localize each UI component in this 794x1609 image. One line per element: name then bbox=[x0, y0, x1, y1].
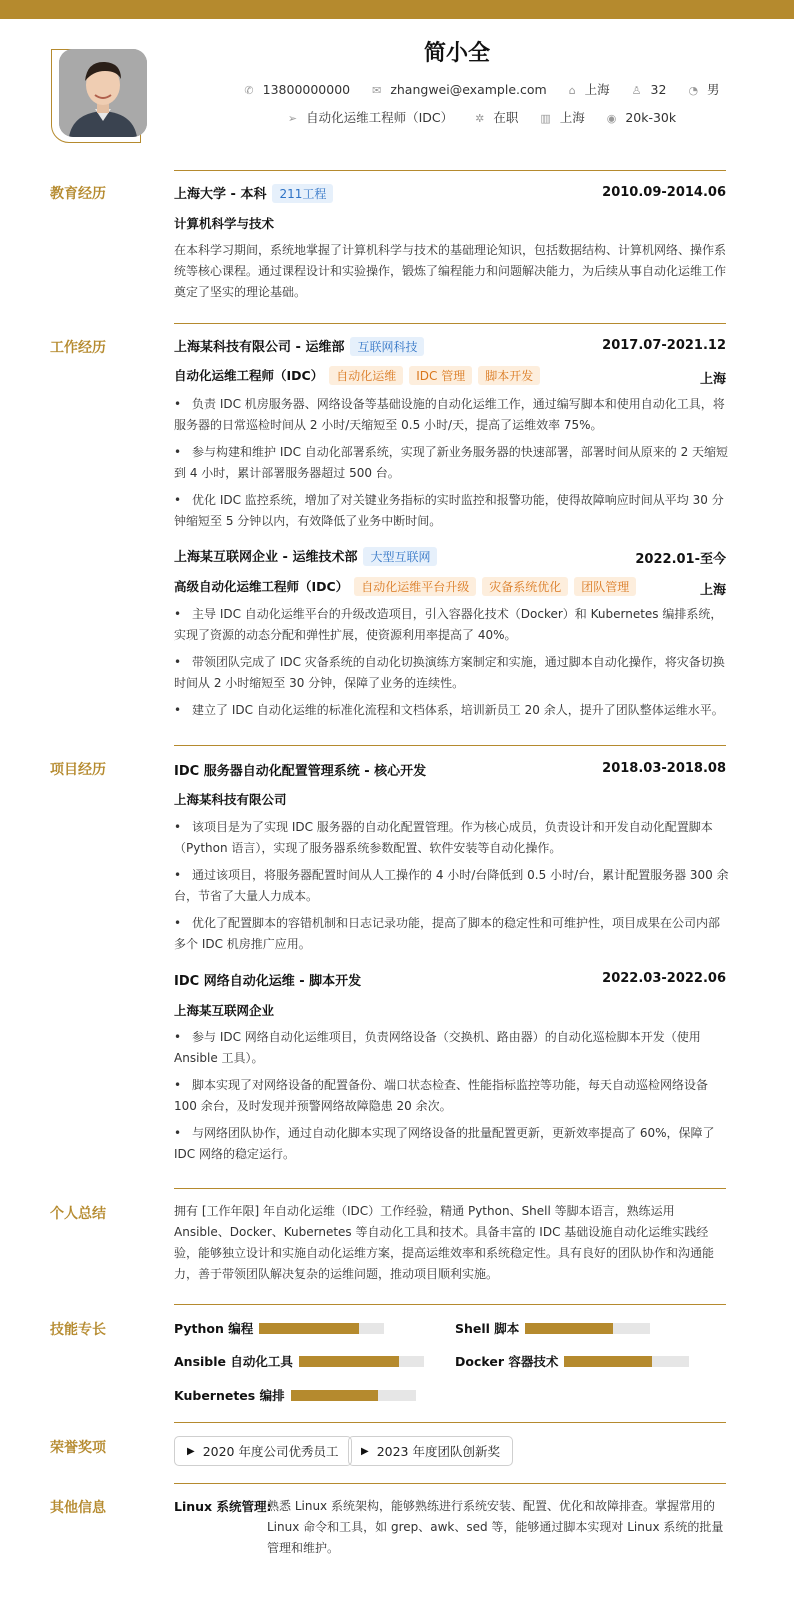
work-1-skill-tag: IDC 管理 bbox=[409, 366, 472, 385]
skill-item: Shell 脚本 bbox=[455, 1319, 650, 1337]
list-item: • 该项目是为了实现 IDC 服务器的自动化配置管理。作为核心成员，负责设计和开发自动化配置脚本（Python 语言），实现了服务器系统参数配置、软件安装等自动化操作。 bbox=[174, 820, 713, 855]
work-1-tag: 互联网科技 bbox=[350, 337, 424, 356]
project-1-bullets bbox=[174, 817, 730, 961]
skill-bar-fill bbox=[299, 1356, 399, 1367]
work-2-company-line bbox=[174, 546, 437, 566]
project-2-bullets bbox=[174, 1027, 730, 1171]
job-intent-row bbox=[170, 108, 794, 126]
status-icon: ✲ bbox=[475, 112, 485, 125]
project-1-name: IDC 服务器自动化配置管理系统 - 核心开发 bbox=[174, 764, 427, 779]
work-1-company: 上海某科技有限公司 - 运维部 bbox=[174, 340, 345, 355]
email-icon: ✉ bbox=[372, 84, 382, 97]
list-item: • 优化了配置脚本的容错机制和日志记录功能，提高了脚本的稳定性和可维护性，项目成果在公司内部多个 IDC 机房推广应用。 bbox=[174, 916, 721, 951]
money-icon: ◉ bbox=[606, 112, 617, 125]
avatar bbox=[59, 49, 147, 137]
award-badge[interactable]: ▶ 2023 年度团队创新奖 bbox=[348, 1436, 513, 1466]
section-title-other: 其他信息 bbox=[50, 1500, 106, 1516]
section-divider bbox=[174, 745, 726, 746]
list-item: • 脚本实现了对网络设备的配置备份、端口状态检查、性能指标监控等功能，每天自动巡检网络设备 100 余台，及时发现并预警网络故障隐患 20 余次。 bbox=[174, 1078, 709, 1113]
skill-bar-fill bbox=[564, 1356, 652, 1367]
building-icon: ▥ bbox=[540, 112, 551, 125]
gender-icon: ◔ bbox=[688, 84, 699, 97]
section-divider bbox=[174, 1188, 726, 1189]
top-accent-bar bbox=[0, 0, 794, 19]
list-item: • 优化 IDC 监控系统，增加了对关键业务指标的实时监控和报警功能，使得故障响应时间从平均 30 分钟缩短至 5 分钟以内，有效降低了业务中断时间。 bbox=[174, 493, 724, 528]
work-1-skill-tag: 脚本开发 bbox=[478, 366, 540, 385]
list-item: • 主导 IDC 自动化运维平台的升级改造项目，引入容器化技术（Docker）和 Kubernetes 编排系统，实现了资源的动态分配和弹性扩展，使资源利用率提高了 40%。 bbox=[174, 607, 723, 642]
skill-item: Docker 容器技术 bbox=[455, 1352, 689, 1370]
section-title-skills: 技能专长 bbox=[50, 1322, 106, 1338]
education-major: 计算机科学与技术 bbox=[174, 216, 275, 231]
project-1-date: 2018.03-2018.08 bbox=[602, 761, 726, 776]
section-divider bbox=[174, 170, 726, 171]
work-2-bullets bbox=[174, 604, 730, 727]
skill-item: Ansible 自动化工具 bbox=[174, 1352, 424, 1370]
email: zhangwei@example.com bbox=[390, 82, 547, 97]
work-1-bullets bbox=[174, 394, 730, 538]
work-2-role: 高级自动化运维工程师（IDC） bbox=[174, 579, 349, 594]
section-title-work: 工作经历 bbox=[50, 340, 106, 356]
other-text: 熟悉 Linux 系统架构，能够熟练进行系统安装、配置、优化和故障排查。掌握常用的 Linux 命令和工具，如 grep、awk、sed 等，能够通过脚本实现对 Linux 系统的批量管理和维护。 bbox=[267, 1499, 724, 1555]
age-icon: ♙ bbox=[631, 84, 642, 97]
work-1-skill-tag: 自动化运维 bbox=[329, 366, 403, 385]
contact-row bbox=[170, 80, 794, 98]
work-1-role-line bbox=[174, 366, 540, 385]
phone-icon: ✆ bbox=[244, 84, 254, 97]
skill-bar bbox=[259, 1323, 384, 1334]
play-icon: ▶ bbox=[361, 1445, 369, 1457]
home-icon: ⌂ bbox=[568, 84, 576, 97]
list-item: • 参与 IDC 网络自动化运维项目，负责网络设备（交换机、路由器）的自动化巡检脚本开发（使用 Ansible 工具）。 bbox=[174, 1030, 701, 1065]
play-icon: ▶ bbox=[187, 1445, 195, 1457]
work-2-date: 2022.01-至今 bbox=[635, 552, 726, 567]
hometown: 上海 bbox=[584, 82, 610, 97]
list-item: • 通过该项目，将服务器配置时间从人工操作的 4 小时/台降低到 0.5 小时/台，累计配置服务器 300 余台，节省了大量人力成本。 bbox=[174, 868, 729, 903]
work-1-role: 自动化运维工程师（IDC） bbox=[174, 368, 324, 383]
work-2-skill-tag: 灾备系统优化 bbox=[482, 577, 568, 596]
send-icon: ➢ bbox=[287, 112, 298, 125]
list-item: • 负责 IDC 机房服务器、网络设备等基础设施的自动化运维工作，通过编写脚本和使用自动化工具，将服务器的日常巡检时间从 2 小时/天缩短至 0.5 小时/天，提高了运维效率 75%。 bbox=[174, 397, 725, 432]
project-1-company: 上海某科技有限公司 bbox=[174, 792, 287, 807]
list-item: • 与网络团队协作，通过自动化脚本实现了网络设备的批量配置更新，更新效率提高了 60%，保障了 IDC 网络的稳定运行。 bbox=[174, 1126, 715, 1161]
section-divider bbox=[174, 1483, 726, 1484]
work-1-company-line bbox=[174, 336, 424, 356]
work-2-skill-tag: 团队管理 bbox=[574, 577, 636, 596]
education-tag: 211工程 bbox=[272, 184, 333, 203]
section-title-projects: 项目经历 bbox=[50, 762, 106, 778]
salary: 20k-30k bbox=[625, 110, 677, 125]
list-item: • 参与构建和维护 IDC 自动化部署系统，实现了新业务服务器的快速部署，部署时间从原来的 2 天缩短到 4 小时，累计部署服务器超过 500 台。 bbox=[174, 445, 729, 480]
section-divider bbox=[174, 1304, 726, 1305]
section-divider bbox=[174, 1422, 726, 1423]
project-2-date: 2022.03-2022.06 bbox=[602, 971, 726, 986]
age: 32 bbox=[650, 82, 667, 97]
list-item: • 带领团队完成了 IDC 灾备系统的自动化切换演练方案制定和实施，通过脚本自动化操作，将灾备切换时间从 2 小时缩短至 30 分钟，保障了业务的连续性。 bbox=[174, 655, 725, 690]
section-title-education: 教育经历 bbox=[50, 186, 106, 202]
work-1-date: 2017.07-2021.12 bbox=[602, 338, 726, 353]
award-badge[interactable]: ▶ 2020 年度公司优秀员工 bbox=[174, 1436, 352, 1466]
project-2-company: 上海某互联网企业 bbox=[174, 1003, 275, 1018]
phone: 13800000000 bbox=[262, 82, 351, 97]
skill-bar-fill bbox=[291, 1390, 379, 1401]
skill-item: Python 编程 bbox=[174, 1319, 384, 1337]
work-2-company: 上海某互联网企业 - 运维技术部 bbox=[174, 550, 358, 565]
work-2-role-line bbox=[174, 577, 636, 596]
work-1-location: 上海 bbox=[699, 372, 726, 387]
work-2-location: 上海 bbox=[699, 583, 726, 598]
section-title-honors: 荣誉奖项 bbox=[50, 1440, 106, 1456]
city: 上海 bbox=[559, 110, 585, 125]
education-school: 上海大学 - 本科 bbox=[174, 187, 267, 202]
job-title: 自动化运维工程师（IDC） bbox=[306, 110, 454, 125]
education-date: 2010.09-2014.06 bbox=[602, 185, 726, 200]
skill-item: Kubernetes 编排 bbox=[174, 1386, 416, 1404]
skill-bar bbox=[564, 1356, 689, 1367]
candidate-name: 简小全 bbox=[423, 41, 490, 66]
education-description: 在本科学习期间，系统地掌握了计算机科学与技术的基础理论知识，包括数据结构、计算机网络、操作系统等核心课程。通过课程设计和实验操作，锻炼了编程能力和问题解决能力，为后续从事自动化运维工作奠定了坚实的理论基础。 bbox=[174, 243, 727, 299]
section-title-summary: 个人总结 bbox=[50, 1206, 106, 1222]
summary-text: 拥有 [工作年限] 年自动化运维（IDC）工作经验，精通 Python、Shell 等脚本语言，熟练运用 Ansible、Docker、Kubernetes 等自动化工具和技术。具备丰富的 IDC 基础设施自动化运维实践经验，能够独立设计和实施自动化运维方案，提高运维效率和系统稳定性。具有良好的团队协作和沟通能力，善于带领团队解决复杂的运维问题，推动项目顺利实施。 bbox=[174, 1204, 715, 1281]
skill-bar bbox=[291, 1390, 416, 1401]
skill-bar bbox=[299, 1356, 424, 1367]
skill-bar bbox=[525, 1323, 650, 1334]
other-label: Linux 系统管理: bbox=[174, 1499, 272, 1514]
skill-bar-fill bbox=[525, 1323, 613, 1334]
skill-bar-fill bbox=[259, 1323, 359, 1334]
education-school-line bbox=[174, 183, 333, 203]
job-status: 在职 bbox=[493, 110, 519, 125]
gender: 男 bbox=[707, 82, 720, 97]
section-divider bbox=[174, 323, 726, 324]
project-2-name: IDC 网络自动化运维 - 脚本开发 bbox=[174, 974, 362, 989]
work-2-skill-tag: 自动化运维平台升级 bbox=[354, 577, 476, 596]
work-2-tag: 大型互联网 bbox=[363, 547, 437, 566]
list-item: • 建立了 IDC 自动化运维的标准化流程和文档体系，培训新员工 20 余人，提升了团队整体运维水平。 bbox=[174, 703, 724, 717]
